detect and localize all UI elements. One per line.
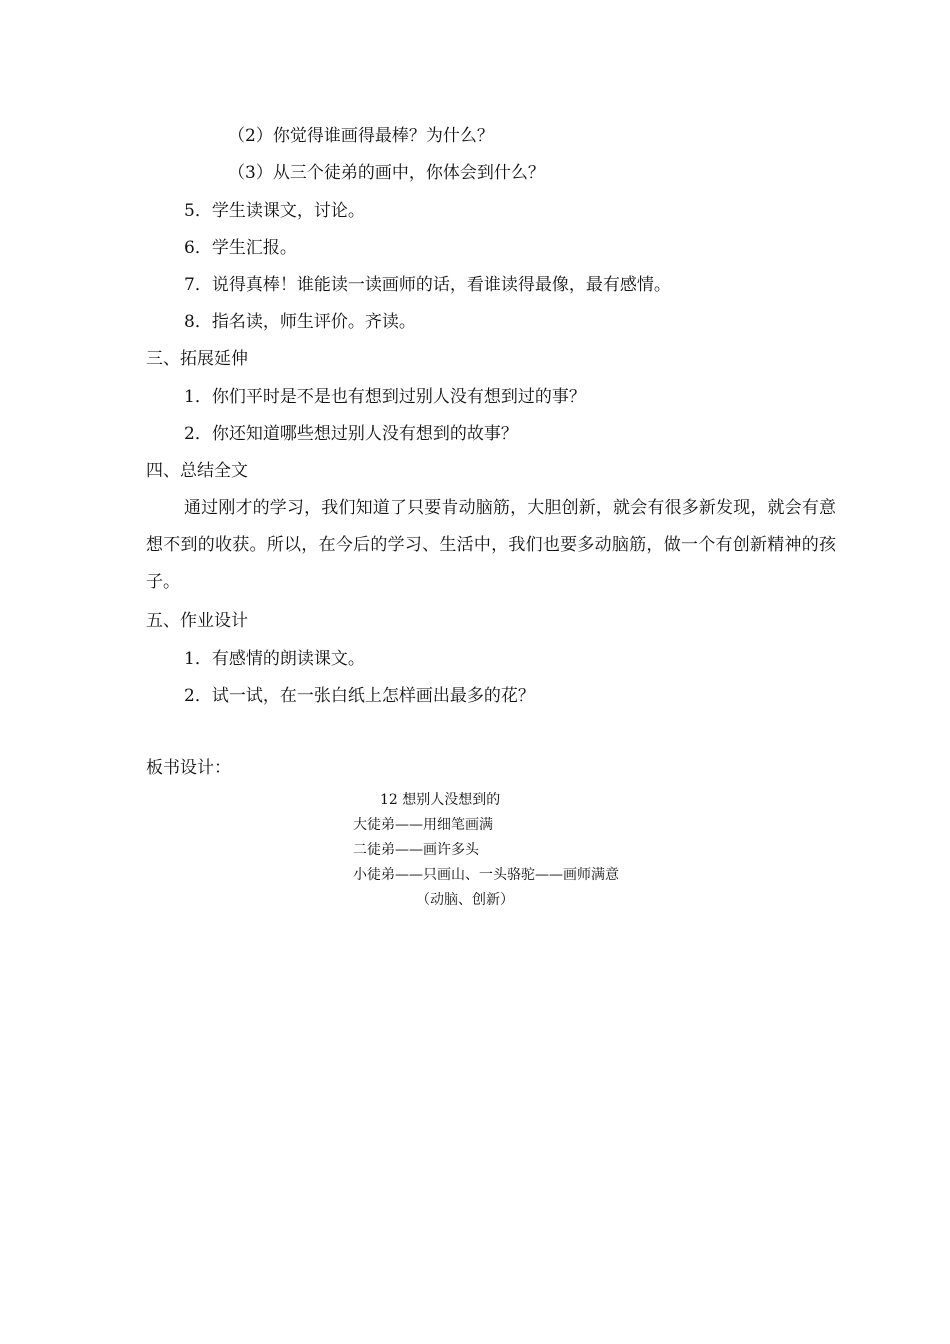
board-row-second-disciple: 二徒弟——画许多头 bbox=[353, 842, 479, 858]
extension-item-2: 2．你还知道哪些想过别人没有想到的故事？ bbox=[184, 424, 518, 444]
section-heading-extension: 三、拓展延伸 bbox=[146, 349, 248, 369]
extension-item-1: 1．你们平时是不是也有想到过别人没有想到过的事？ bbox=[184, 387, 586, 407]
homework-item-1: 1．有感情的朗读课文。 bbox=[184, 649, 365, 669]
section-heading-homework: 五、作业设计 bbox=[146, 611, 248, 631]
board-row-first-disciple: 大徒弟——用细笔画满 bbox=[353, 817, 493, 833]
step-7: 7．说得真棒！谁能读一读画师的话，看谁读得最像，最有感情。 bbox=[184, 275, 671, 295]
question-2: （2）你觉得谁画得最棒？为什么？ bbox=[228, 126, 494, 146]
board-title: 12 想别人没想到的 bbox=[380, 792, 501, 808]
step-5: 5．学生读课文，讨论。 bbox=[184, 201, 365, 221]
section-heading-summary: 四、总结全文 bbox=[146, 461, 248, 481]
step-8: 8．指名读，师生评价。齐读。 bbox=[184, 312, 416, 332]
board-design-heading: 板书设计： bbox=[146, 758, 231, 778]
homework-item-2: 2．试一试，在一张白纸上怎样画出最多的花？ bbox=[184, 686, 535, 706]
step-6: 6．学生汇报。 bbox=[184, 238, 297, 258]
summary-paragraph: 通过刚才的学习，我们知道了只要肯动脑筋，大胆创新，就会有很多新发现，就会有意想不到的收获。所以，在今后的学习、生活中，我们也要多动脑筋，做一个有创新精神的孩子。 bbox=[146, 498, 836, 592]
board-row-youngest-disciple: 小徒弟——只画山、一头骆驼——画师满意 bbox=[353, 867, 619, 883]
board-note: （动脑、创新） bbox=[416, 892, 514, 908]
question-3: （3）从三个徒弟的画中，你体会到什么？ bbox=[228, 163, 545, 183]
